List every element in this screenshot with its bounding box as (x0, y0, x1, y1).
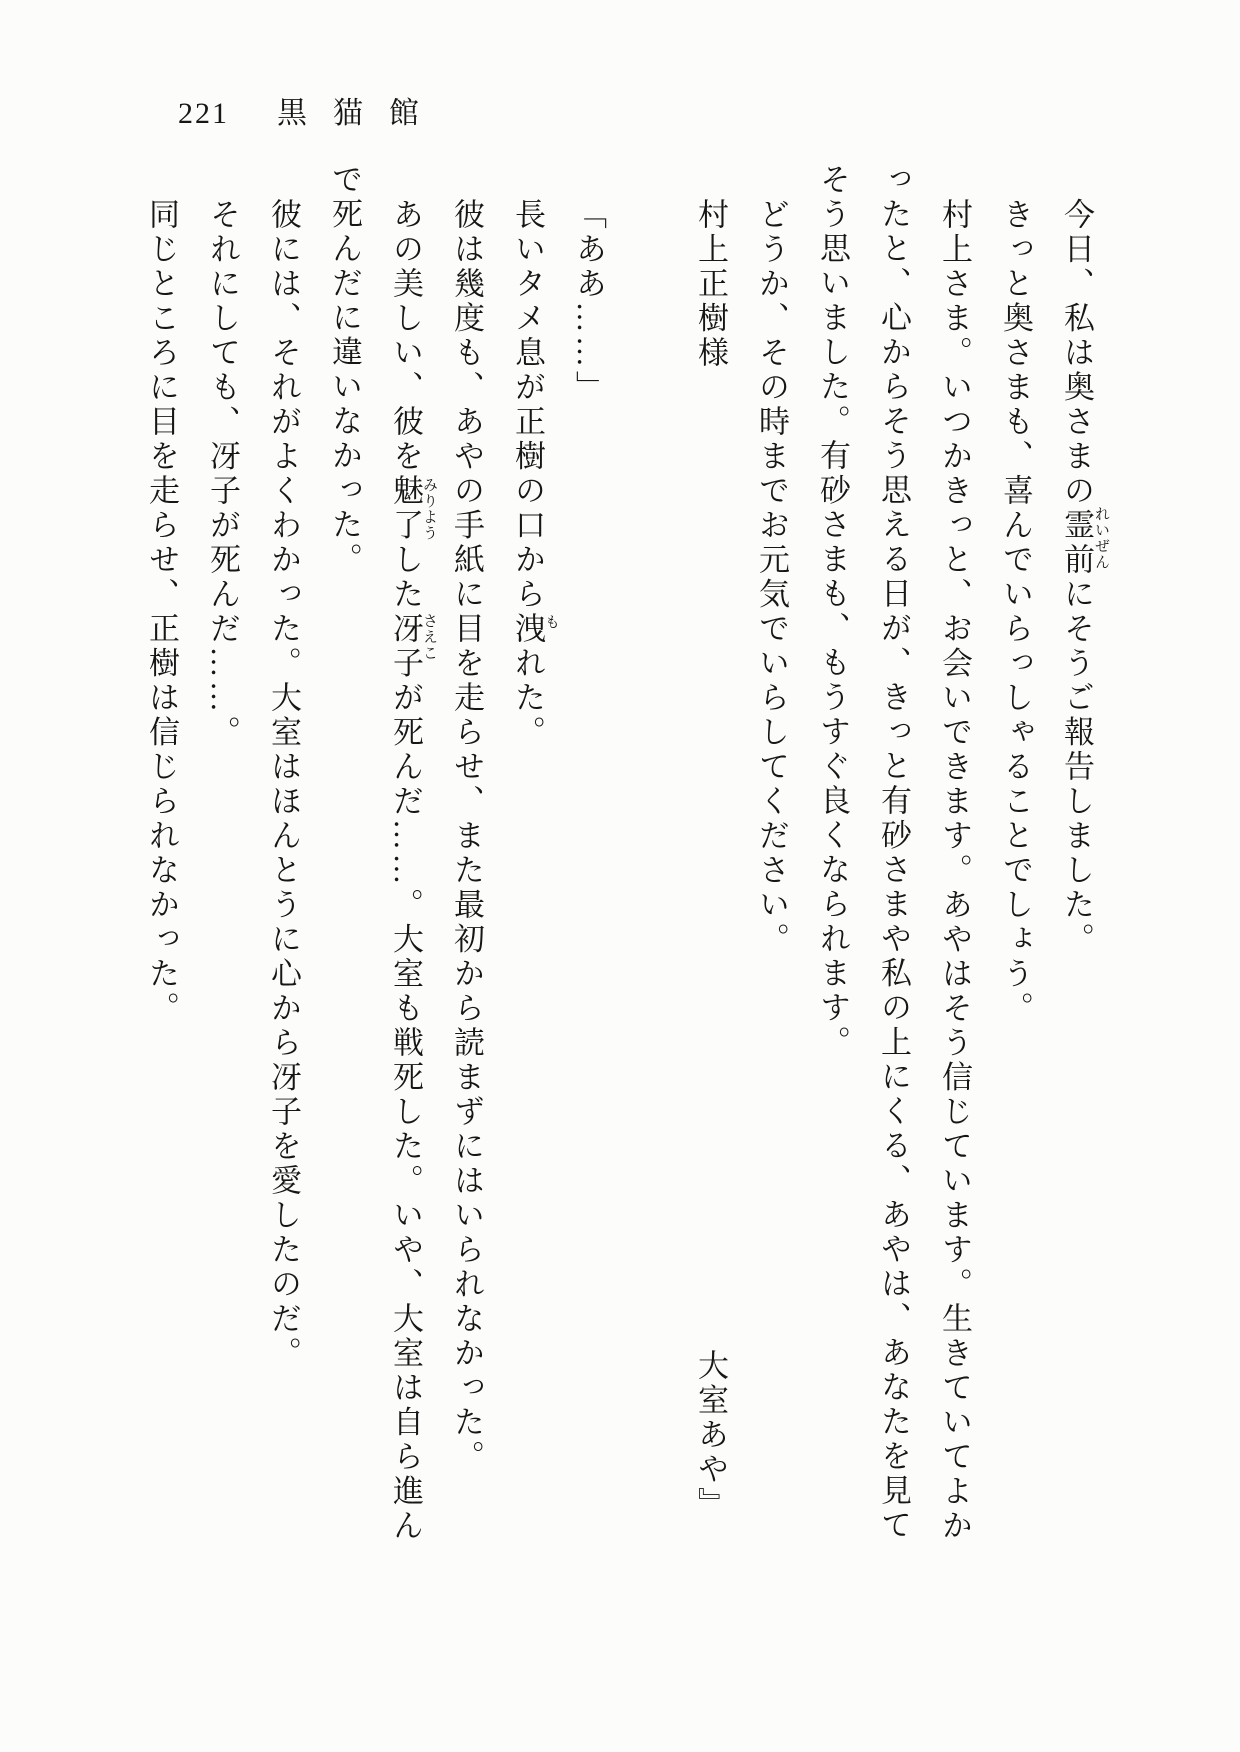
letter-closing-line (680, 163, 741, 1563)
letter-line: どうか、その時までお元気でいらしてください。 (754, 198, 789, 957)
furigana-saeko: さえこ (421, 613, 437, 661)
page-header (178, 88, 445, 132)
narrative-line: 彼には、それがよくわかった。大室はほんとうに心から冴子を愛したのだ。 (266, 198, 301, 1371)
narrative-line: 長いタメ息が正樹の口から洩れた。 (510, 198, 545, 750)
dialogue-line: 「ああ……」 (571, 198, 606, 405)
narrative-line: 彼は幾度も、あやの手紙に目を走らせ、また最初から読まずにはいられなかった。 (449, 198, 484, 1475)
blank-line (619, 163, 680, 1563)
main-text-block (131, 163, 1107, 1563)
narrative-line: 同じところに目を走らせ、正樹は信じられなかった。 (144, 198, 179, 1026)
furigana-reizen: れいぜん (1093, 506, 1109, 570)
letter-signature: 大室あや』 (693, 1348, 728, 1521)
book-title: 黒猫館 (277, 97, 445, 130)
letter-line: そう思いました。有砂さまも、もうすぐ良くなられます。 (815, 163, 850, 1060)
letter-line: きっと奥さまも、喜んでいらっしゃることでしょう。 (998, 198, 1033, 1026)
furigana-miryou: みりよう (421, 477, 437, 541)
narrative-line: あの美しい、彼を魅了した冴子が死んだ……。大室も戦死した。いや、大室は自ら進ん (388, 198, 423, 1544)
narrative-line: それにしても、冴子が死んだ……。 (205, 198, 240, 750)
letter-line: ったと、心からそう思える日が、きっと有砂さまや私の上にくる、あやは、あなたを見て (876, 163, 911, 1543)
narrative-line: で死んだに違いなかった。 (327, 163, 362, 577)
page-number: 221 (178, 97, 229, 130)
furigana-mo: も (543, 614, 559, 630)
letter-line: 村上さま。いつかきっと、お会いできます。あやはそう信じています。生きていてよか (937, 198, 972, 1544)
letter-line: 今日、私は奥さまの霊前にそうご報告しました。 (1059, 198, 1094, 957)
letter-addressee: 村上正樹様 (693, 198, 728, 371)
